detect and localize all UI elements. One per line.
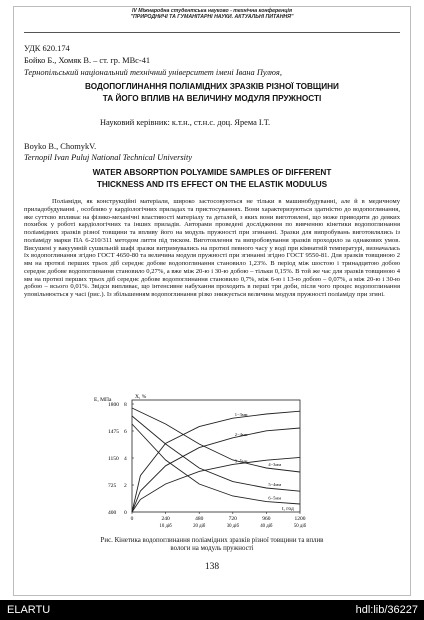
authors-ua: Бойко Б., Хомяк В. – ст. гр. МВс-41 (24, 56, 151, 65)
series-label-1: 1−3мм (234, 412, 248, 418)
series-label-3: 3−5мм (234, 458, 248, 464)
y-left-tick-label: 400 (108, 510, 117, 516)
x-tick-label: 1200 (294, 516, 306, 522)
footer-left-label: ELARTU (7, 604, 51, 616)
affiliation-en: Ternopil Ivan Puluj National Technical University (24, 153, 193, 162)
title-ua-line-2: ТА ЙОГО ВПЛИВ НА ВЕЛИЧИНУ МОДУЛЯ ПРУЖНОСТІ (102, 94, 322, 103)
x-tick-label: 720 (228, 516, 237, 522)
y-left-tick-label: 1475 (108, 429, 119, 435)
chart-axes (94, 394, 300, 512)
y-left-tick-label: 1150 (108, 456, 119, 462)
y-left-tick-label: 725 (108, 483, 117, 489)
caption-line-1: Рис. Кінетика водопоглинання поліамідних зразків різної товщини та вплив (100, 537, 324, 544)
chart-series (132, 408, 300, 512)
y-right-tick-label: 8 (124, 402, 127, 408)
title-en-line-1: WATER ABSORPTION POLYAMIDE SAMPLES OF DIFFERENT (92, 168, 332, 177)
footer-handle-link[interactable]: hdl:lib/36227 (355, 604, 418, 616)
x-tick-sublabel: 50 діб (293, 524, 307, 529)
udc-code: УДК 620.174 (24, 44, 70, 53)
y-left-axis-label: E, MПа (94, 397, 112, 403)
x-tick-sublabel: 30 діб (226, 524, 239, 529)
conference-line-2: "ПРИРОДНИЧІ ТА ГУМАНІТАРНІ НАУКИ. АКТУАЛЬНІ ПИТАННЯ" (130, 14, 294, 20)
y-right-tick-label: 0 (124, 510, 127, 516)
x-tick-sublabel: 10 діб (159, 524, 172, 529)
series-label-2: 2−4мм (234, 431, 248, 437)
series-label-5: 5−4мм (268, 482, 282, 487)
series-label-4: 4−3мм (268, 462, 282, 467)
x-tick-sublabel: 40 діб (260, 524, 273, 529)
x-tick-label: 960 (262, 516, 271, 522)
y-right-axis-label: X, % (135, 394, 147, 400)
y-right-tick-label: 6 (124, 429, 127, 435)
affiliation-ua: Тернопільський національний технічний університет імені Івана Пулюя, (24, 68, 282, 77)
header-rule (24, 32, 400, 33)
supervisor: Науковий керівник: к.т.н., ст.н.с. доц. Ярема І.Т. (100, 118, 271, 127)
authors-en: Boyko B., ChomykV. (24, 142, 97, 151)
title-en-line-2: THICKNESS AND ITS EFFECT ON THE ELASTIK MODULUS (96, 180, 328, 189)
figure-caption (52, 537, 372, 553)
x-tick-label: 240 (161, 516, 170, 522)
caption-line-2: вологи на модуль пружності (170, 545, 254, 552)
y-right-tick-label: 2 (124, 483, 127, 489)
figure-chart (88, 392, 328, 538)
x-tick-sublabel: 20 діб (193, 524, 206, 529)
conference-header (0, 8, 424, 20)
y-right-tick-label: 4 (124, 456, 127, 462)
footer-bar (0, 600, 424, 620)
chart-svg (88, 392, 328, 538)
x-axis-label: t, год (282, 506, 294, 512)
page-number: 138 (204, 562, 220, 572)
conference-line-1: IV Міжнародна студентська науково - технічна конференція (131, 8, 293, 14)
x-tick-label: 480 (195, 516, 204, 522)
title-ua-line-1: ВОДОПОГЛИНАННЯ ПОЛІАМІДНИХ ЗРАЗКІВ РІЗНОЇ ТОВЩИНИ (85, 82, 339, 91)
body-paragraph: Поліаміди, як конструкційні матеріали, широко застосовуються не тільки в машинобудуванні, але й в медичному приладобудуванні , особливо у кардіологічних приладах та пристосуваннях. Вони характеризуються здатністю до водопоглинання, яке суттєво впливає на фізико-механічні властивості матеріалу та деталей, з яких вони виготовлені, що може приводити до деяких похибок у роботі кардіологічних та інших приладів. Авторами проведені дослідження по вивченню кінетики водопоглинання поліамідних зразків різної товщини та впливу його на модуль пружності при згинанні. Зразки для випробувань виготовлялись із поліаміду марки ПА 6-210/311 методом лиття під тиском. Виготовлення та випробовування зразків проходило за однакових умов. Висушені у вакуумній сушильній шафі зразки витримувались на протязі певного часу у воді при кімнатній температурі, визначалась їх водопоглинання згідно ГОСТ 4650-80 та величина модуля пружності при згинанні згідно ГОСТ 9550-81. Для зразків товщиною 2 мм на протязі перших трьох діб середнє добове водопоглинання становило 1,23%. В період між шостою і тринадцятою добою середнє добове водопоглинання становило 0,27%, а вже між 20-ю і 30-ю добою – тільки 0,15%. В той же час для зразків товщиною 4 мм на протязі перших трьох діб середнє добове водопоглинання становило 0,7%, між 6-ю і 13-ю добою – 0,07%, а між 20-ю і 30-ю добою – всього 0,01%. Звідси випливає, що інтенсивне набухання проходить в перші три доби, після чого процес водопоглинання уповільнюється у часі (рис.). Із збільшенням водопоглинання різко знижується величина модуля пружності поліаміду при згині. (24, 198, 400, 298)
x-tick-label: 0 (130, 516, 134, 522)
y-left-tick-label: 1800 (108, 402, 119, 408)
body-text (24, 198, 400, 299)
series-label-6: 6−5мм (268, 495, 282, 501)
